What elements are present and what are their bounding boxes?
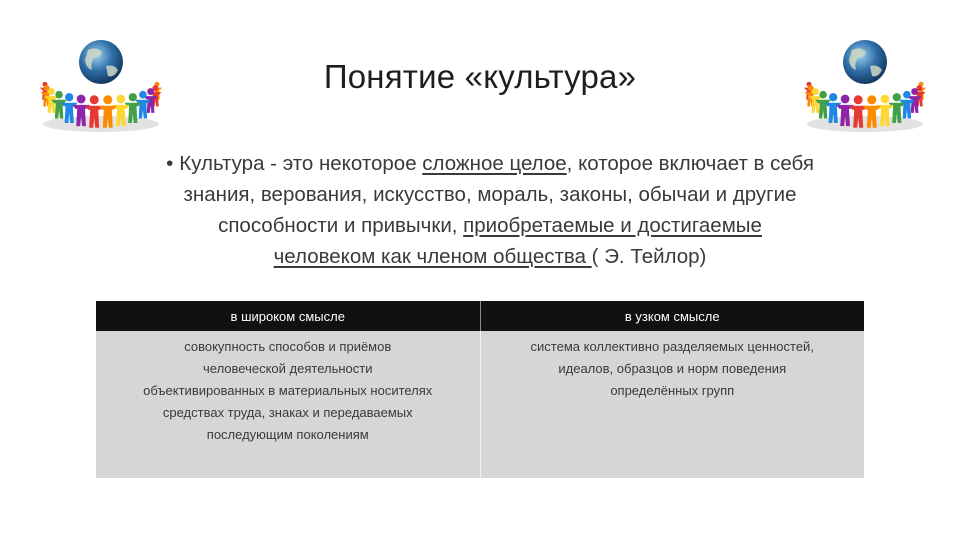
cell-line: объективированных в материальных носителях (143, 383, 433, 398)
bullet-marker: • (166, 152, 174, 175)
cell-narrow-sense (480, 331, 864, 478)
cell-broad-sense (96, 331, 480, 478)
underlined-term: сложное целое (422, 152, 567, 175)
header-broad-sense: в широком смысле (96, 301, 480, 331)
header-narrow-sense: в узком смысле (480, 301, 864, 331)
cell-line: средствах труда, знаках и передаваемых (162, 405, 413, 420)
table-header-row (96, 301, 864, 331)
cell-line: человеческой деятельности (203, 361, 373, 376)
cell-line: совокупность способов и приёмов (184, 339, 392, 354)
slide-title: Понятие «культура» (323, 58, 637, 95)
cell-line: система коллективно разделяемых ценностей, (530, 339, 814, 354)
definition-line-4 (70, 241, 910, 272)
cell-line: последующим поколениям (206, 427, 369, 442)
definition-line-2: знания, верования, искусство, мораль, законы, обычаи и другие (183, 183, 797, 206)
cell-line: определённых групп (610, 383, 735, 398)
underlined-phrase: человеком как членом общества (273, 245, 592, 268)
definition-bullet (70, 148, 910, 272)
table-row (96, 331, 864, 478)
underlined-phrase: приобретаемые и достигаемые (463, 214, 762, 237)
definition-line-1: • Культура - это некоторое сложное целое, которое включает в себя (166, 152, 814, 175)
definition-line-3: способности и привычки, приобретаемые и достигаемые (218, 214, 762, 237)
culture-meaning-table (96, 301, 864, 478)
cell-line: идеалов, образцов и норм поведения (558, 361, 787, 376)
author-citation: ( Э. Тейлор) (591, 245, 707, 268)
